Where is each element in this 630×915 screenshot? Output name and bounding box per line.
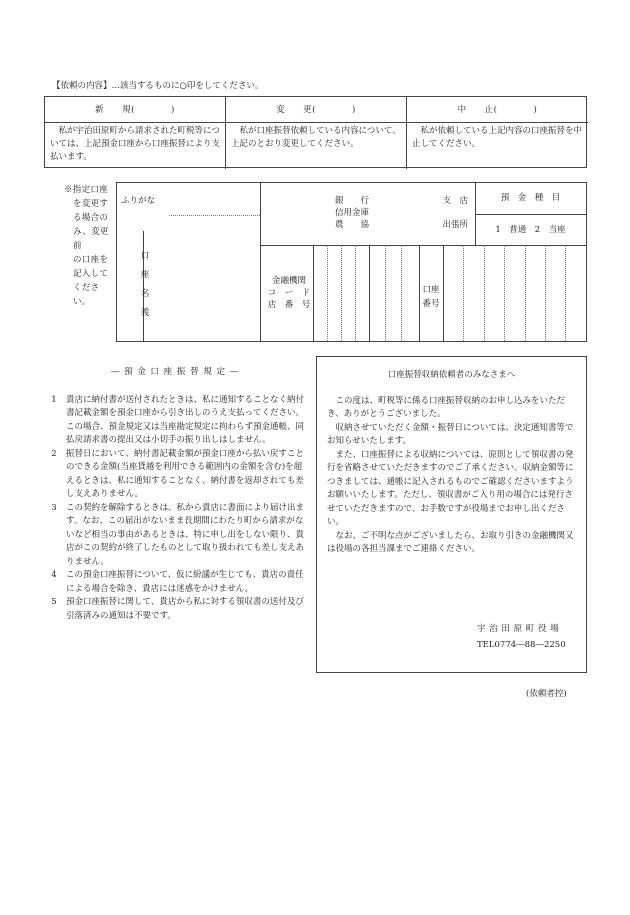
rule-item	[44, 502, 306, 570]
office-name: 宇 治 田 原 町 役 場	[477, 624, 560, 634]
transfer-rules	[44, 366, 306, 623]
rule-number: 5	[51, 597, 57, 607]
bank-code-label-line: コ ー ド	[267, 288, 311, 298]
name-label-char: 座	[140, 270, 150, 280]
bank-code-label-line: 店 番 号	[267, 300, 311, 310]
bank-code-label	[264, 275, 314, 311]
rule-number: 4	[51, 570, 57, 580]
note-line: ください。	[73, 283, 100, 307]
branch-type-branch: 支 店	[442, 196, 468, 206]
notice-paragraph: この度は、町税等に係る口座振替収納のお申し込みをいただき、ありがとうございました。	[327, 395, 566, 419]
account-holder-name-field[interactable]	[169, 216, 259, 340]
rule-item	[44, 394, 306, 448]
notice-paragraph: なお、ご不明な点がございましたら、お取り引きの金融機関又は役場の各担当課までご連絡ください。	[327, 530, 574, 554]
name-label-char: 義	[140, 308, 150, 318]
rule-item	[44, 448, 306, 502]
note-line: 記入して	[73, 269, 109, 279]
change-request-header[interactable]: 変 更( )	[226, 97, 407, 123]
rules-title: ― 預 金 口 座 振 替 規 定 ―	[110, 367, 240, 377]
note-line: の口座を	[73, 255, 109, 265]
notice-box	[316, 356, 587, 673]
previous-account-form	[116, 182, 587, 342]
bank-type-shinkin: 信用金庫	[335, 208, 370, 218]
furigana-label: ふりがな	[121, 196, 156, 206]
rule-text: 振替日において、納付書記載金額が預金口座から払い戻すことのできる金額(当座貸越を利用できる範囲内の金額を含む)を超えるときは、私に通知することなく、納付書を返却されても差し支えありません。	[66, 448, 304, 499]
office-tel: TEL0774―88―2250	[477, 640, 566, 650]
name-label-char: 名	[140, 289, 150, 299]
notice-paragraph: 収納させていただく金額・振替日については、決定通知書等でお知らせいたします。	[327, 422, 574, 446]
cancel-request-header[interactable]: 中 止( )	[407, 97, 588, 123]
notice-paragraph: また、口座振替による収納については、原則として領収書の発行を省略させていただきますのでご了承ください。収納金額等につきましては、通帳に記入されるものでご確認くださいますようお願いいたします。ただし、領収書がご入り用の場合には発行させていただきますので、お手数ですが役場までお申し出ください。	[327, 449, 574, 527]
change-note	[64, 183, 114, 309]
name-label-char: 口	[140, 251, 150, 261]
bank-code-boxes[interactable]	[313, 245, 419, 341]
rule-number: 3	[51, 502, 57, 513]
new-request-header[interactable]: 新 規( )	[45, 97, 226, 123]
account-number-label-line: 番号	[422, 299, 440, 309]
new-request-text: 私が宇治田原町から請求された町税等については、上記預金口座から口座振替により支払います。	[45, 123, 226, 169]
change-request-text: 私が口座振替依頼している内容について、上記のとおり変更してください。	[226, 123, 407, 169]
cancel-request-text: 私が依頼している上記内容の口座振替を中止してください。	[412, 126, 583, 149]
bank-code-label-line: 金融機関	[271, 276, 306, 286]
bank-type-labels	[335, 195, 369, 231]
deposit-type-options[interactable]: 1 普通 2 当座	[495, 225, 566, 235]
rule-text: この預金口座振替について、仮に紛議が生じても、貴店の責任による場合を除き、貴店には迷惑をかけません。	[66, 570, 304, 594]
branch-type-sub-branch: 出張所	[442, 220, 468, 230]
account-number-label	[419, 283, 443, 311]
request-content-header: 【依頼の内容】…該当するものに○印をしてください。	[52, 81, 264, 91]
furigana-field[interactable]	[169, 185, 259, 215]
branch-type-labels	[412, 195, 468, 231]
note-line: る場合の	[73, 213, 109, 223]
deposit-type-label: 預 金 種 目	[500, 193, 561, 203]
note-line: ※指定口座	[64, 185, 109, 195]
account-holder-label	[121, 247, 169, 323]
notice-title: 口座振替収納依頼者のみなさまへ	[387, 370, 516, 380]
branch-type-blank	[412, 207, 468, 219]
office-contact	[477, 621, 566, 653]
account-number-label-line: 口座	[422, 285, 440, 295]
rule-text: 預金口座振替に関して、貴店から私に対する領収書の送付及び引落済みの通知は不要です。	[66, 597, 304, 621]
rule-text: この契約を解除するときは、私から貴店に書面により届け出ます。なお、この届出がないまま長期間にわたり町から請求がないなど相当の事由があるときは、特に申し出をしない限り、貴店がこの契約が終了したものとして取り扱われても差し支えありません。	[66, 502, 305, 567]
bank-type-bank: 銀 行	[335, 196, 370, 206]
rule-text: 貴店に納付書が送付されたときは、私に通知することなく納付書記載金額を預金口座から引き出しのうえ支払ってください。この場合、預金規定又は当座勘定規定に拘わらず預金通帳、同払戻請求書の提出又は小切手の振り出しはしません。	[66, 394, 305, 445]
account-number-boxes[interactable]	[443, 245, 586, 341]
bank-type-nokyo: 農 協	[335, 220, 370, 230]
rule-number: 1	[51, 394, 57, 405]
rule-item	[44, 596, 306, 623]
note-line: を変更す	[73, 199, 109, 209]
rule-item	[44, 569, 306, 596]
request-type-table	[44, 96, 587, 168]
requester-copy-label: (依頼者控)	[526, 689, 567, 699]
note-line: み、変更前	[73, 227, 109, 251]
rule-number: 2	[51, 448, 57, 459]
